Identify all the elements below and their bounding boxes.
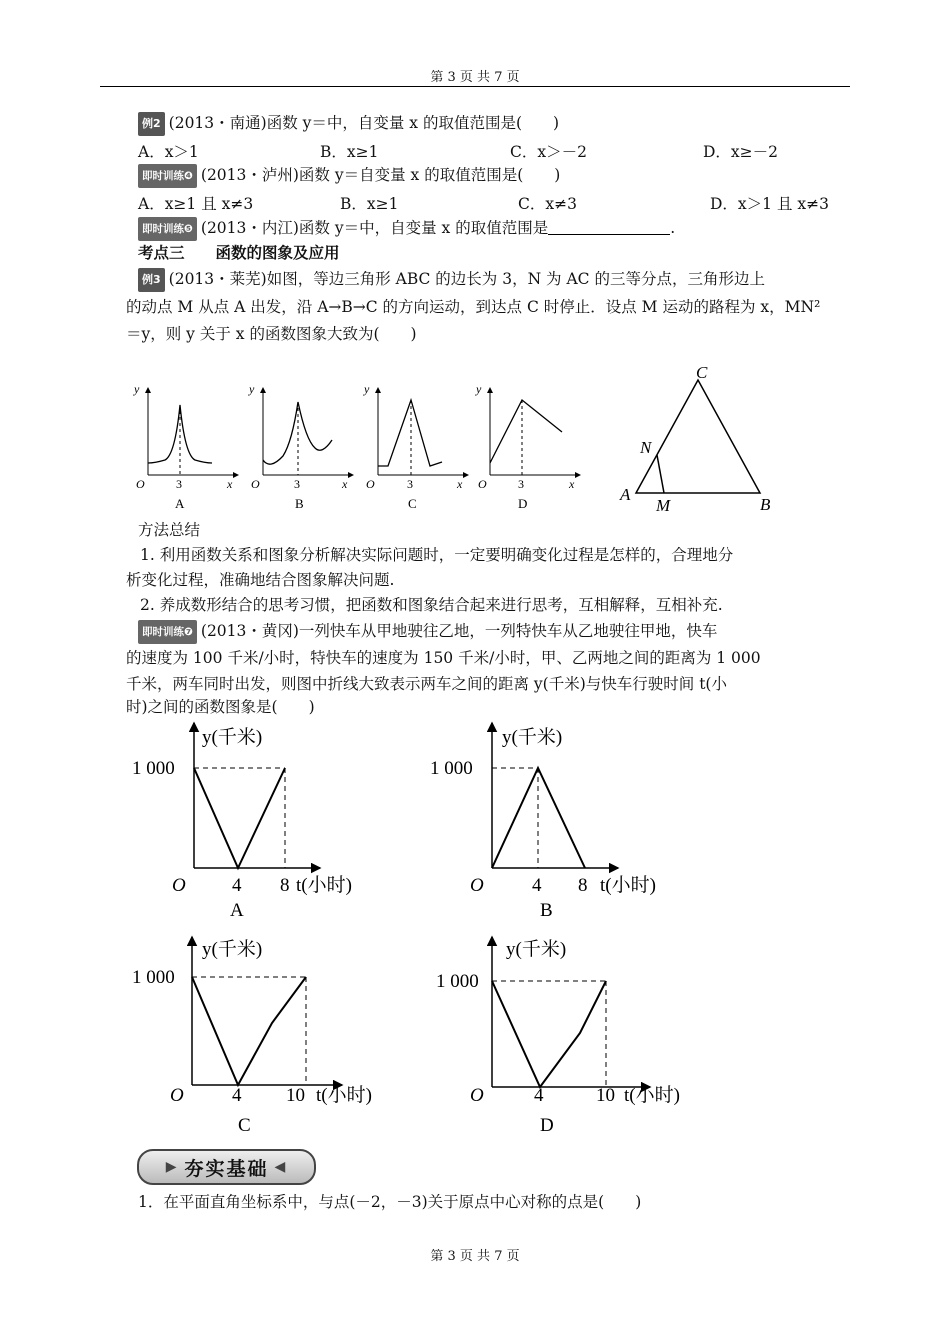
back-icon: ◀: [274, 1159, 288, 1175]
example-badge: 例3: [138, 268, 165, 292]
tick-4: 4: [232, 1085, 242, 1106]
tick-label: 3: [518, 477, 524, 491]
y-axis-label: y(千米): [506, 939, 567, 960]
origin-label: O: [470, 875, 484, 896]
option-c: C．x≠3: [518, 195, 577, 213]
x-axis-label: t(小时): [624, 1085, 680, 1106]
graph-b: [430, 723, 656, 921]
summary-title: 方法总结: [138, 521, 201, 539]
option-d: D．x≥－2: [703, 143, 779, 161]
page-footer: 第 3 页 共 7 页: [430, 1249, 520, 1264]
training-badge: 即时训练❹: [138, 164, 197, 188]
tick-10: 10: [596, 1085, 615, 1106]
training-7-line4: 时)之间的函数图象是( ): [126, 698, 315, 716]
tick-4: 4: [534, 1085, 544, 1106]
question-1: 1．在平面直角坐标系中，与点(－2，－3)关于原点中心对称的点是( ): [138, 1193, 642, 1211]
graph-c: [132, 937, 372, 1136]
graph-label: A: [230, 900, 244, 921]
option-d: D．x＞1 且 x≠3: [710, 195, 829, 213]
tick-label: 3: [294, 477, 300, 491]
tick-label: 3: [176, 477, 182, 491]
training-7-line2: 的速度为 100 千米/小时，特快车的速度为 150 千米/小时，甲、乙两地之间的距离为 1 000: [126, 649, 761, 667]
graph-b: [248, 382, 353, 511]
training-4-stem: [138, 164, 560, 188]
graph-label: C: [238, 1115, 251, 1136]
graph-a: [133, 382, 238, 511]
option-c: C．x＞－2: [510, 143, 587, 161]
origin-label: O: [170, 1085, 184, 1106]
small-graphs-figure: [120, 360, 620, 520]
summary-p2: 2. 养成数形结合的思考习惯，把函数和图象结合起来进行思考，互相解释，互相补充.: [140, 596, 723, 614]
training-badge: 即时训练❼: [138, 620, 197, 644]
graph-c: [363, 382, 468, 511]
y-axis-label: y: [134, 382, 140, 396]
page-header: 第 3 页 共 7 页: [430, 70, 520, 85]
option-b: B．x≥1: [320, 143, 379, 161]
example-3-text: (2013・莱芜)如图，等边三角形 ABC 的边长为 3，N 为 AC 的三等分点，三角形边上: [168, 270, 765, 288]
graph-label: D: [518, 496, 528, 511]
header-rule: [100, 86, 850, 87]
y-axis-label: y(千米): [502, 727, 563, 748]
origin-label: O: [470, 1085, 484, 1106]
section-banner: [137, 1149, 316, 1185]
origin-label: O: [366, 477, 375, 491]
training-5-stem: [138, 217, 675, 241]
y-axis-label: y: [364, 382, 370, 396]
example-3-line2: 的动点 M 从点 A 出发，沿 A→B→C 的方向运动，到达点 C 时停止．设点 M 运动的路程为 x，MN²: [126, 298, 821, 316]
y-axis-label: y: [249, 382, 255, 396]
point-n: N: [640, 438, 652, 457]
example-3-line1: [138, 268, 765, 292]
y-axis-label: y(千米): [202, 939, 263, 960]
training-7-text: (2013・黄冈)一列快车从甲地驶往乙地，一列特快车从乙地驶往甲地，快车: [200, 622, 718, 640]
training-5-text: (2013・内江)函数 y＝中，自变量 x 的取值范围是: [200, 219, 549, 237]
example-badge: 例2: [138, 112, 165, 136]
graph-label: D: [540, 1115, 554, 1136]
y-value-label: 1 000: [132, 967, 175, 988]
example-3-line3: ＝y，则 y 关于 x 的函数图象大致为( ): [126, 325, 417, 343]
triangle-figure: [610, 358, 790, 523]
tick-4: 4: [532, 875, 542, 896]
example-2-text: (2013・南通)函数 y＝中，自变量 x 的取值范围是( ): [168, 114, 560, 132]
x-axis-label: t(小时): [296, 875, 352, 896]
play-icon: ▶: [165, 1159, 179, 1175]
summary-p1a: 1. 利用函数关系和图象分析解决实际问题时，一定要明确变化过程是怎样的，合理地分: [140, 546, 734, 564]
x-axis-label: x: [342, 477, 348, 491]
graph-a: [132, 723, 352, 921]
distance-graphs-figure: [130, 715, 710, 1145]
section-title: 考点三 函数的图象及应用: [138, 243, 340, 262]
example-2-stem: [138, 112, 559, 136]
option-a: A．x＞1: [138, 143, 199, 161]
y-value-label: 1 000: [436, 971, 479, 992]
y-value-label: 1 000: [132, 758, 175, 779]
banner-text: 夯实基础: [184, 1157, 269, 1180]
tick-4: 4: [232, 875, 242, 896]
vertex-c: C: [696, 363, 708, 382]
origin-label: O: [251, 477, 260, 491]
tick-8: 8: [578, 875, 588, 896]
training-4-text: (2013・泸州)函数 y＝自变量 x 的取值范围是( ): [200, 166, 561, 184]
origin-label: O: [478, 477, 487, 491]
graph-label: B: [295, 496, 304, 511]
y-axis-label: y(千米): [202, 727, 263, 748]
x-axis-label: t(小时): [600, 875, 656, 896]
x-axis-label: x: [457, 477, 463, 491]
y-axis-label: y: [476, 382, 482, 396]
training-7-line1: [138, 620, 717, 644]
origin-label: O: [136, 477, 145, 491]
tick-8: 8: [280, 875, 290, 896]
tick-10: 10: [286, 1085, 305, 1106]
graph-d: [475, 382, 580, 511]
x-axis-label: x: [569, 477, 575, 491]
period: .: [670, 219, 676, 237]
graph-label: B: [540, 900, 553, 921]
graph-d: [436, 937, 680, 1136]
point-m: M: [656, 496, 671, 515]
option-a: A．x≥1 且 x≠3: [138, 195, 254, 213]
answer-blank: [548, 220, 670, 235]
tick-label: 3: [407, 477, 413, 491]
origin-label: O: [172, 875, 186, 896]
vertex-b: B: [760, 495, 771, 514]
y-value-label: 1 000: [430, 758, 473, 779]
vertex-a: A: [620, 485, 631, 504]
x-axis-label: t(小时): [316, 1085, 372, 1106]
training-badge: 即时训练❺: [138, 217, 197, 241]
summary-p1b: 析变化过程，准确地结合图象解决问题.: [126, 571, 395, 589]
x-axis-label: x: [227, 477, 233, 491]
graph-label: C: [408, 496, 417, 511]
option-b: B．x≥1: [340, 195, 399, 213]
training-7-line3: 千米，两车同时出发，则图中折线大致表示两车之间的距离 y(千米)与快车行驶时间 t(小: [126, 675, 727, 693]
graph-label: A: [175, 496, 185, 511]
